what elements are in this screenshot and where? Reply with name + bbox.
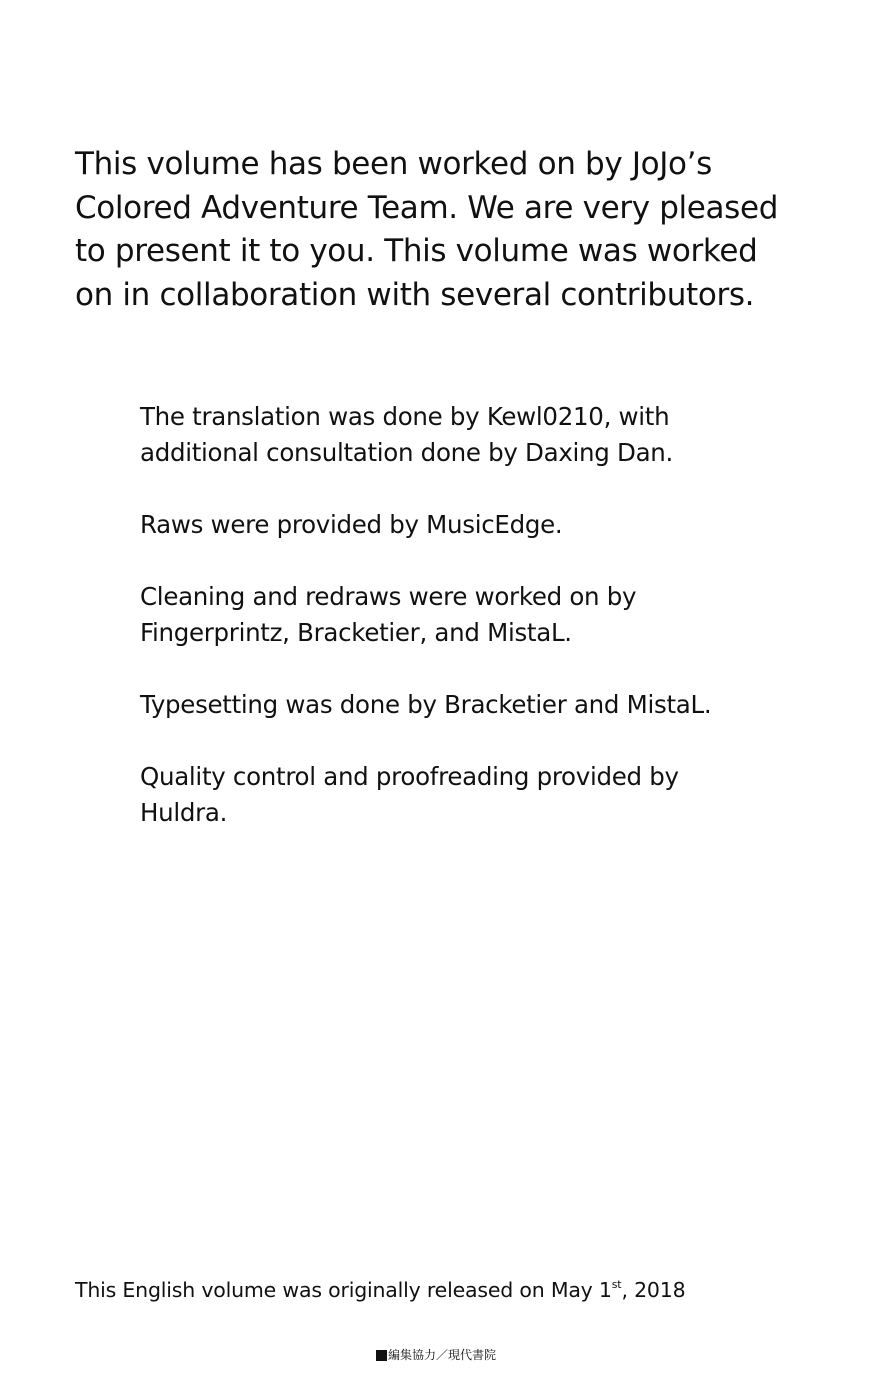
intro-line: on in collaboration with several contributors. (75, 276, 755, 313)
credit-line: additional consultation done by Daxing Dan. (140, 438, 674, 467)
credit-line: Huldra. (140, 798, 228, 827)
release-text: This English volume was originally released on May 1 (75, 1278, 612, 1302)
intro-line: This volume has been worked on by JoJo’s (75, 146, 712, 182)
footer-credit (376, 1346, 496, 1364)
credit-line: Quality control and proofreading provided by (140, 762, 679, 791)
footer-text: 編集協力／現代書院 (388, 1348, 497, 1362)
release-note (75, 1275, 685, 1305)
release-year: , 2018 (621, 1278, 686, 1302)
credit-line: The translation was done by Kewl0210, with (140, 402, 670, 431)
credit-typesetting (140, 687, 840, 723)
intro-line: Colored Adventure Team. We are very pleased (75, 189, 779, 226)
credit-line: Fingerprintz, Bracketier, and MistaL. (140, 618, 572, 647)
credit-quality-control (140, 759, 840, 831)
black-square-icon (376, 1350, 387, 1361)
credit-line: Cleaning and redraws were worked on by (140, 582, 637, 611)
credit-raws (140, 507, 840, 543)
intro-line: to present it to you. This volume was worked (75, 233, 758, 269)
credit-line: Raws were provided by MusicEdge. (140, 510, 563, 539)
intro-paragraph (75, 143, 815, 317)
credit-line: Typesetting was done by Bracketier and MistaL. (140, 690, 712, 719)
release-ordinal-suffix: st (611, 1278, 622, 1291)
credit-cleaning (140, 579, 840, 651)
credit-translation (140, 399, 840, 471)
credits-list (140, 399, 840, 867)
